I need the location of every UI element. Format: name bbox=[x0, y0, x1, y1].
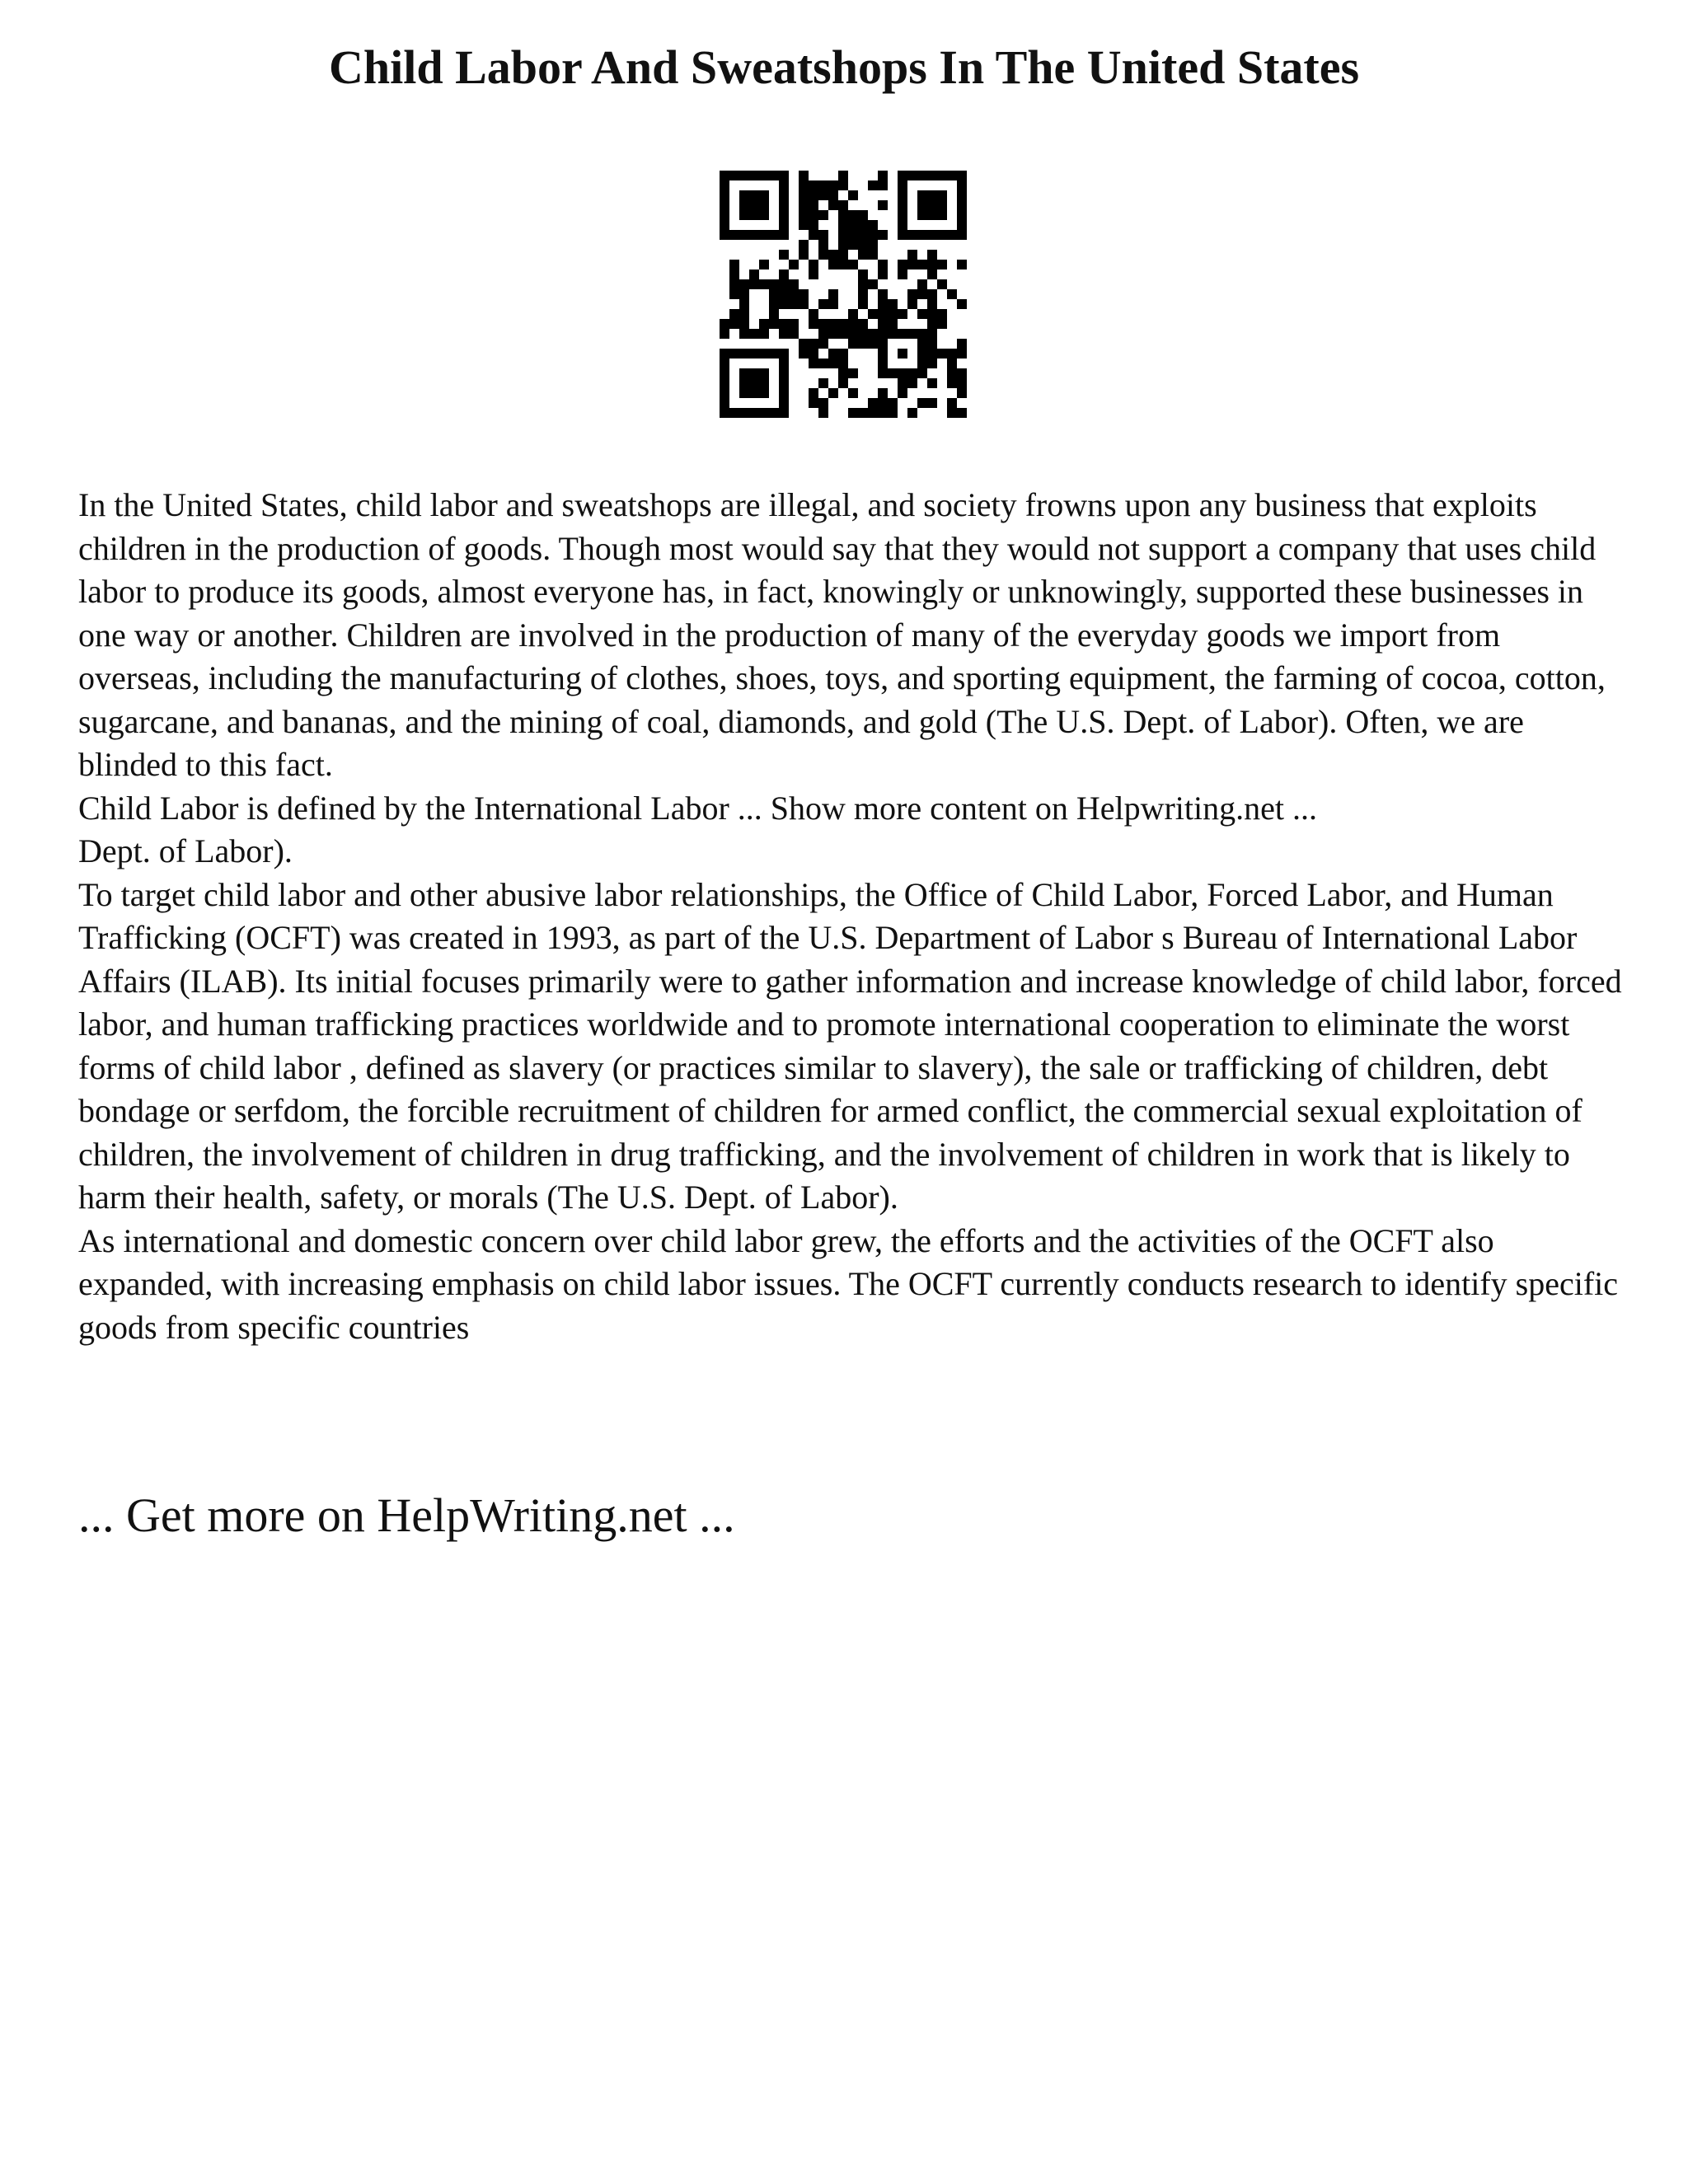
paragraph-show-more: Child Labor is defined by the International Labor ... Show more content on Helpwriting.net ... bbox=[78, 789, 1317, 827]
paragraph-dept-fragment: Dept. of Labor). bbox=[78, 832, 293, 869]
paragraph-intro: In the United States, child labor and sweatshops are illegal, and society frowns upon any business that exploits children in the production of goods. Though most would say that they would not support a company that uses child labor to produce its goods, almost everyone has, in fact, knowingly or unknowingly, supported these businesses in one way or another. Children are involved in the production of many of the everyday goods we import from overseas, including the manufacturing of clothes, shoes, toys, and sporting equipment, the farming of cocoa, cotton, sugarcane, and bananas, and the mining of coal, diamonds, and gold (The U.S. Dept. of Labor). Often, we are blinded to this fact. bbox=[78, 486, 1606, 783]
get-more-link[interactable]: ... Get more on HelpWriting.net ... bbox=[78, 1488, 735, 1542]
document-body bbox=[78, 484, 1628, 1349]
document-title: Child Labor And Sweatshops In The United States bbox=[328, 40, 1360, 94]
paragraph-ocft-history: To target child labor and other abusive labor relationships, the Office of Child Labor, Forced Labor, and Human Trafficking (OCFT) was created in 1993, as part of the U.S. Department of Labor s Bureau of International Labor Affairs (ILAB). Its initial focuses primarily were to gather information and increase knowledge of child labor, forced labor, and human trafficking practices worldwide and to promote international cooperation to eliminate the worst forms of child labor , defined as slavery (or practices similar to slavery), the sale or trafficking of children, debt bondage or serfdom, the forcible recruitment of children for armed conflict, the commercial sexual exploitation of children, the involvement of children in drug trafficking, and the involvement of children in work that is likely to harm their health, safety, or morals (The U.S. Dept. of Labor). bbox=[78, 875, 1622, 1216]
paragraph-ocft-expansion: As international and domestic concern over child labor grew, the efforts and the activities of the OCFT also expanded, with increasing emphasis on child labor issues. The OCFT currently conducts research to identify specific goods from specific countries bbox=[78, 1221, 1619, 1346]
qr-code-icon bbox=[720, 171, 967, 418]
